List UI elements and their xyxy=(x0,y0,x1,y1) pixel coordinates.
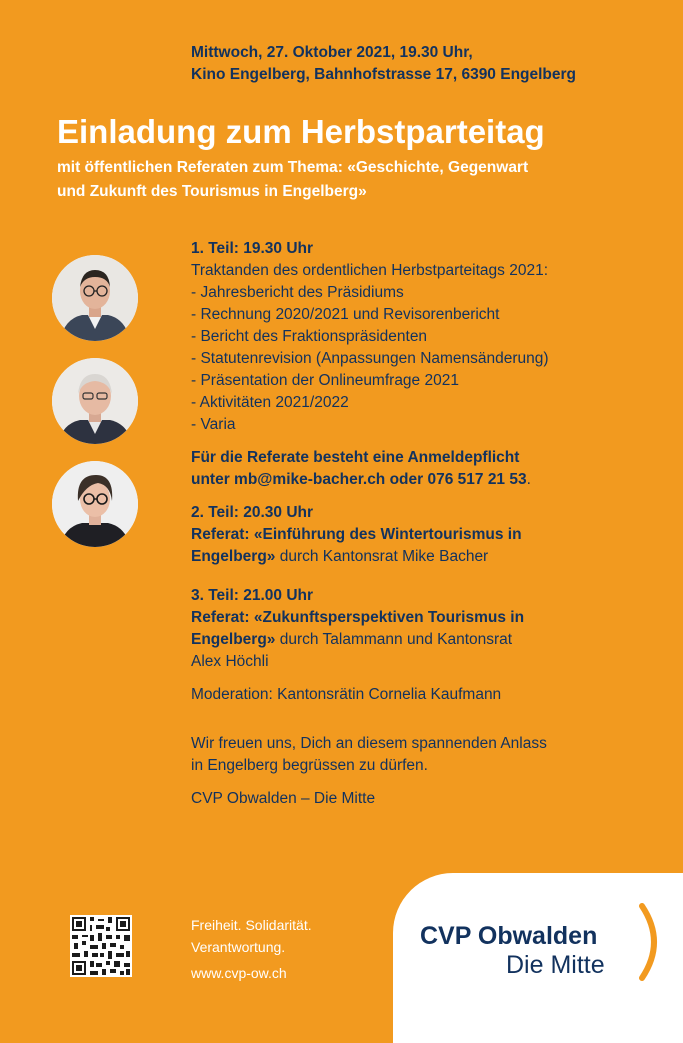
part3-speaker xyxy=(191,629,651,651)
logo-sub: Die Mitte xyxy=(506,951,605,979)
event-location: Kino Engelberg, Bahnhofstrasse 17, 6390 Engelberg xyxy=(191,66,577,83)
logo-bracket-icon xyxy=(636,902,670,982)
speaker-portrait-2 xyxy=(52,358,138,444)
part1-intro: Traktanden des ordentlichen Herbstparteitags 2021: xyxy=(191,262,549,279)
agenda-item: - Jahresbericht des Präsidiums xyxy=(191,284,404,301)
part2-heading: 2. Teil: 20.30 Uhr xyxy=(191,504,314,521)
moderation: Moderation: Kantonsrätin Cornelia Kaufmann xyxy=(191,686,502,703)
agenda-item: - Aktivitäten 2021/2022 xyxy=(191,394,349,411)
subtitle-line: mit öffentlichen Referaten zum Thema: «Geschichte, Gegenwart xyxy=(57,159,529,176)
program xyxy=(191,238,651,810)
agenda-item: - Bericht des Fraktionspräsidenten xyxy=(191,328,428,345)
part2-speaker xyxy=(191,546,651,568)
part1-heading: 1. Teil: 19.30 Uhr xyxy=(191,240,314,257)
qr-code-icon xyxy=(70,915,132,977)
part3-talk: Referat: «Zukunftsperspektiven Tourismus in xyxy=(191,609,525,626)
part3-heading: 3. Teil: 21.00 Uhr xyxy=(191,587,314,604)
signature: CVP Obwalden – Die Mitte xyxy=(191,790,376,807)
footer-slogan xyxy=(191,914,312,984)
part2-speaker-name: durch Kantonsrat Mike Bacher xyxy=(275,548,489,565)
speaker-portrait-1 xyxy=(52,255,138,341)
agenda-item: - Rechnung 2020/2021 und Revisorenbericht xyxy=(191,306,500,323)
speaker-portrait-3 xyxy=(52,461,138,547)
logo-name: CVP Obwalden xyxy=(420,922,598,950)
agenda-item: - Präsentation der Onlineumfrage 2021 xyxy=(191,372,459,389)
registration-contact: unter mb@mike-bacher.ch oder 076 517 21 53 xyxy=(191,471,527,488)
subtitle xyxy=(57,156,657,204)
part3-speaker-name: durch Talammann und Kantonsrat xyxy=(275,631,513,648)
slogan-line: Freiheit. Solidarität. xyxy=(191,917,312,933)
agenda-item: - Statutenrevision (Anpassungen Namensänderung) xyxy=(191,350,549,367)
slogan-line: Verantwortung. xyxy=(191,939,286,955)
registration-line-2: unter mb@mike-bacher.ch oder 076 517 21 53. xyxy=(191,471,531,488)
closing-line: in Engelberg begrüssen zu dürfen. xyxy=(191,757,428,774)
event-date: Mittwoch, 27. Oktober 2021, 19.30 Uhr, xyxy=(191,44,473,61)
page-title: Einladung zum Herbstparteitag xyxy=(57,113,545,150)
part2-talk-end: Engelberg» xyxy=(191,548,276,565)
registration-line: Für die Referate besteht eine Anmeldepflicht xyxy=(191,449,520,466)
part3-talk-end: Engelberg» xyxy=(191,631,276,648)
website-link[interactable]: www.cvp-ow.ch xyxy=(191,965,287,981)
closing-line: Wir freuen uns, Dich an diesem spannenden Anlass xyxy=(191,735,547,752)
part2-talk: Referat: «Einführung des Wintertourismus in xyxy=(191,526,522,543)
agenda-item: - Varia xyxy=(191,416,236,433)
subtitle-line: und Zukunft des Tourismus in Engelberg» xyxy=(57,183,367,200)
part3-speaker-name-2: Alex Höchli xyxy=(191,653,269,670)
event-info xyxy=(191,42,576,86)
